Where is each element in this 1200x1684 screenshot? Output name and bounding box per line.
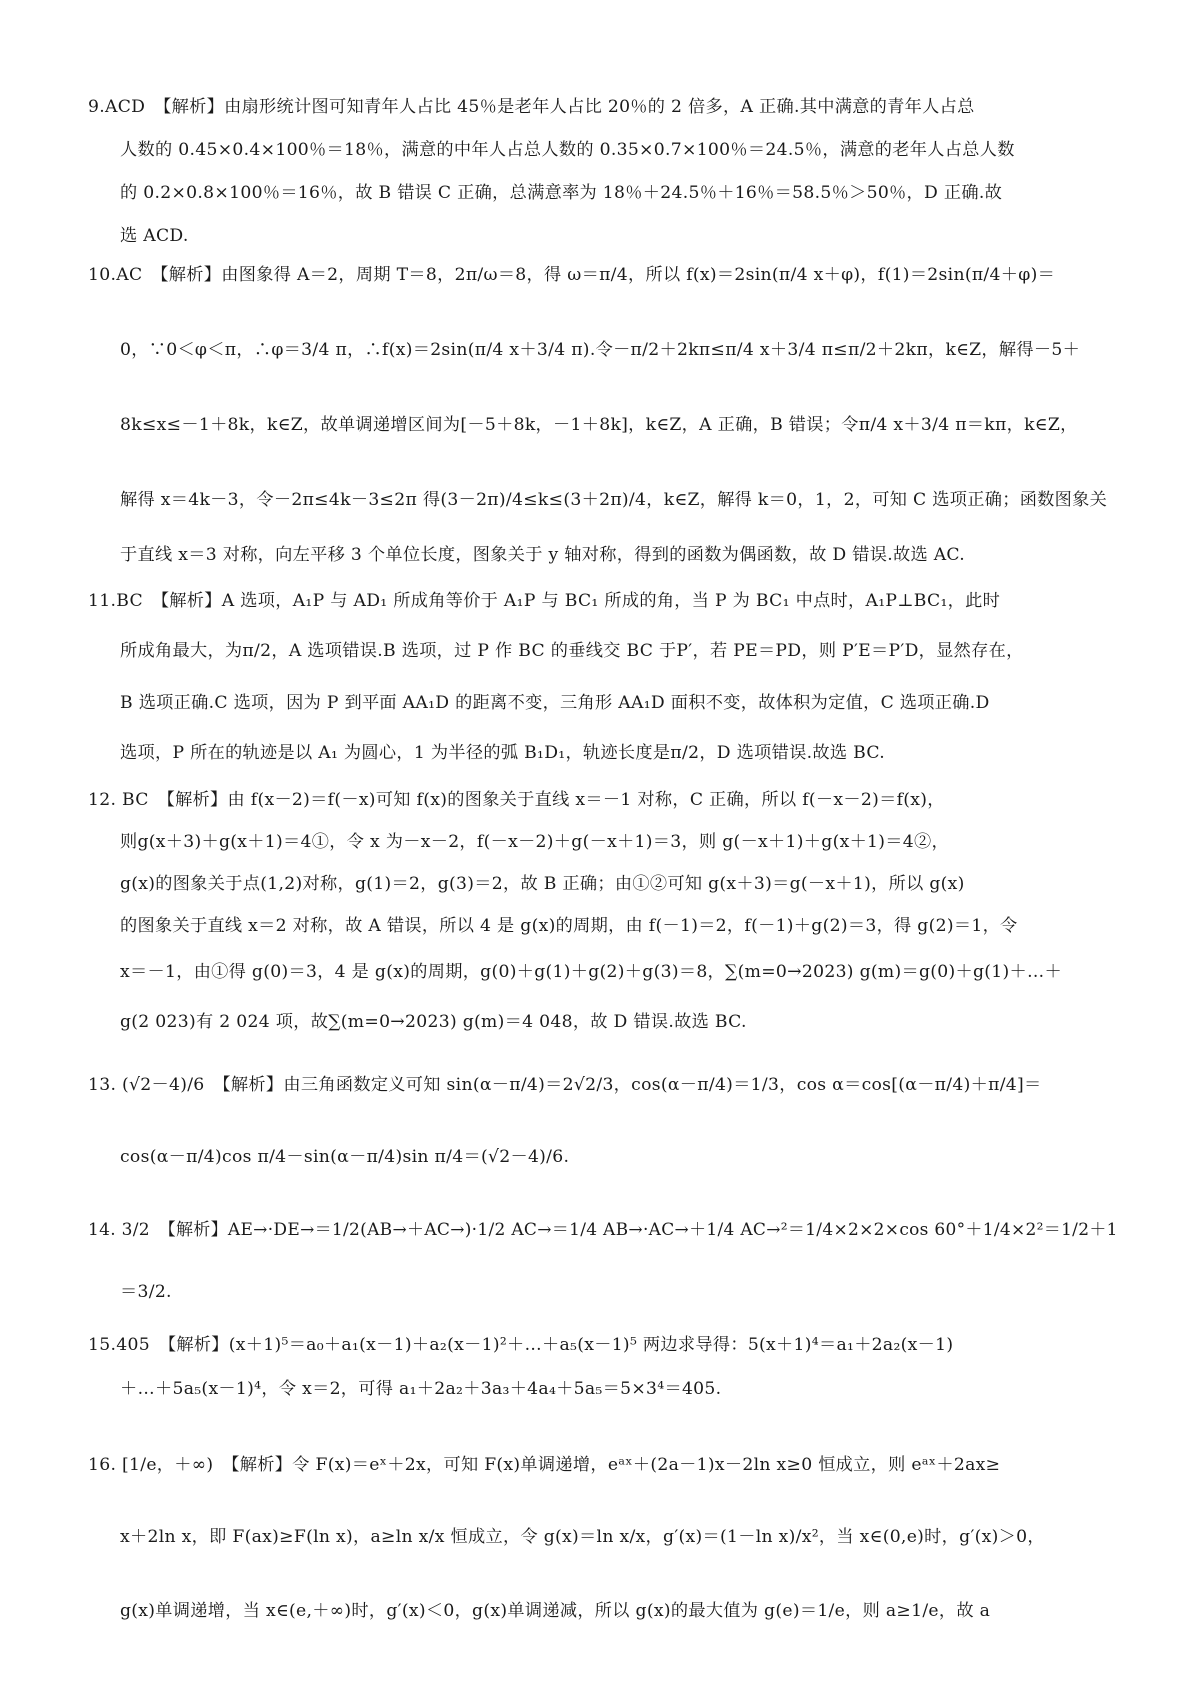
- solution-12-line-3: g(x)的图象关于点(1,2)对称，g(1)＝2，g(3)＝2，故 B 正确；由①②可知 g(x＋3)＝g(－x＋1)，所以 g(x): [120, 874, 965, 894]
- solution-11-line-2: 所成角最大，为π/2，A 选项错误.B 选项，过 P 作 BC 的垂线交 BC 于P′，若 PE＝PD，则 P′E＝P′D，显然存在，: [120, 641, 1024, 661]
- solution-10-line-4: 解得 x＝4k－3，令－2π≤4k－3≤2π 得(3－2π)/4≤k≤(3＋2π)/4，k∈Z，解得 k＝0，1，2，可知 C 选项正确；函数图象关: [120, 490, 1108, 510]
- solution-16-line-2: x＋2ln x，即 F(ax)≥F(ln x)，a≥ln x/x 恒成立，令 g(x)＝ln x/x，g′(x)＝(1－ln x)/x²，当 x∈(0,e)时，g′(x)＞0，: [120, 1527, 1045, 1547]
- solution-12-line-4: 的图象关于直线 x＝2 对称，故 A 错误，所以 4 是 g(x)的周期，由 f(－1)＝2，f(－1)＋g(2)＝3，得 g(2)＝1，令: [120, 916, 1018, 936]
- solution-9-line-3: 的 0.2×0.8×100％＝16％，故 B 错误 C 正确，总满意率为 18％＋24.5％＋16％＝58.5％＞50％，D 正确.故: [120, 183, 1003, 203]
- solution-9-line-2: 人数的 0.45×0.4×100％＝18％，满意的中年人占总人数的 0.35×0.7×100％＝24.5％，满意的老年人占总人数: [120, 140, 1015, 160]
- solution-11-line-4: 选项，P 所在的轨迹是以 A₁ 为圆心，1 为半径的弧 B₁D₁，轨迹长度是π/2，D 选项错误.故选 BC.: [120, 743, 885, 763]
- solution-10-line-3: 8k≤x≤－1＋8k，k∈Z，故单调递增区间为[－5＋8k，－1＋8k]，k∈Z，A 正确，B 错误；令π/4 x＋3/4 π＝kπ，k∈Z，: [120, 415, 1078, 435]
- solution-13-line-1: 13. (√2－4)/6 【解析】由三角函数定义可知 sin(α－π/4)＝2√2/3，cos(α－π/4)＝1/3，cos α＝cos[(α－π/4)＋π/4]＝: [88, 1075, 1042, 1095]
- solution-15-line-1: 15.405 【解析】(x＋1)⁵＝a₀＋a₁(x－1)＋a₂(x－1)²＋…＋a₅(x－1)⁵ 两边求导得：5(x＋1)⁴＝a₁＋2a₂(x－1): [88, 1335, 954, 1355]
- solution-16-line-1: 16. [1/e，＋∞) 【解析】令 F(x)＝eˣ＋2x，可知 F(x)单调递增，eᵃˣ＋(2a－1)x－2ln x≥0 恒成立，则 eᵃˣ＋2ax≥: [88, 1455, 1001, 1475]
- solution-11-line-3: B 选项正确.C 选项，因为 P 到平面 AA₁D 的距离不变，三角形 AA₁D 面积不变，故体积为定值，C 选项正确.D: [120, 693, 990, 713]
- solution-10-line-2: 0，∵0＜φ＜π，∴φ＝3/4 π，∴f(x)＝2sin(π/4 x＋3/4 π).令－π/2＋2kπ≤π/4 x＋3/4 π≤π/2＋2kπ，k∈Z，解得－5＋: [120, 340, 1081, 360]
- solution-15-line-2: ＋…＋5a₅(x－1)⁴，令 x＝2，可得 a₁＋2a₂＋3a₃＋4a₄＋5a₅＝5×3⁴＝405.: [120, 1379, 722, 1399]
- solution-12-line-6: g(2 023)有 2 024 项，故∑(m=0→2023) g(m)＝4 048，故 D 错误.故选 BC.: [120, 1012, 747, 1032]
- solution-11-line-1: 11.BC 【解析】A 选项，A₁P 与 AD₁ 所成角等价于 A₁P 与 BC₁ 所成的角，当 P 为 BC₁ 中点时，A₁P⊥BC₁，此时: [88, 591, 1001, 611]
- solution-9-line-4: 选 ACD.: [120, 226, 189, 246]
- solution-10-line-1: 10.AC 【解析】由图象得 A＝2，周期 T＝8，2π/ω＝8，得 ω＝π/4，所以 f(x)＝2sin(π/4 x＋φ)，f(1)＝2sin(π/4＋φ)＝: [88, 265, 1056, 285]
- solution-9-line-1: 9.ACD 【解析】由扇形统计图可知青年人占比 45％是老年人占比 20％的 2 倍多，A 正确.其中满意的青年人占总: [88, 97, 975, 117]
- solution-14-line-1: 14. 3/2 【解析】AE→·DE→＝1/2(AB→＋AC→)·1/2 AC→＝1/4 AB→·AC→＋1/4 AC→²＝1/4×2×2×cos 60°＋1/4×2²＝1/2＋1: [88, 1220, 1118, 1240]
- solution-12-line-1: 12. BC 【解析】由 f(x－2)＝f(－x)可知 f(x)的图象关于直线 x＝－1 对称，C 正确，所以 f(－x－2)＝f(x)，: [88, 790, 945, 810]
- solution-12-line-2: 则g(x＋3)＋g(x＋1)＝4①，令 x 为－x－2，f(－x－2)＋g(－x＋1)＝3，则 g(－x＋1)＋g(x＋1)＝4②，: [120, 832, 949, 852]
- solution-10-line-5: 于直线 x＝3 对称，向左平移 3 个单位长度，图象关于 y 轴对称，得到的函数为偶函数，故 D 错误.故选 AC.: [120, 545, 966, 565]
- solution-12-line-5: x＝－1，由①得 g(0)＝3，4 是 g(x)的周期，g(0)＋g(1)＋g(2)＋g(3)＝8，∑(m=0→2023) g(m)＝g(0)＋g(1)＋…＋: [120, 962, 1063, 982]
- solution-13-line-2: cos(α－π/4)cos π/4－sin(α－π/4)sin π/4＝(√2－4)/6.: [120, 1147, 570, 1167]
- solution-16-line-3: g(x)单调递增，当 x∈(e,＋∞)时，g′(x)＜0，g(x)单调递减，所以 g(x)的最大值为 g(e)＝1/e，则 a≥1/e，故 a: [120, 1601, 991, 1621]
- solution-14-line-2: ＝3/2.: [120, 1282, 172, 1302]
